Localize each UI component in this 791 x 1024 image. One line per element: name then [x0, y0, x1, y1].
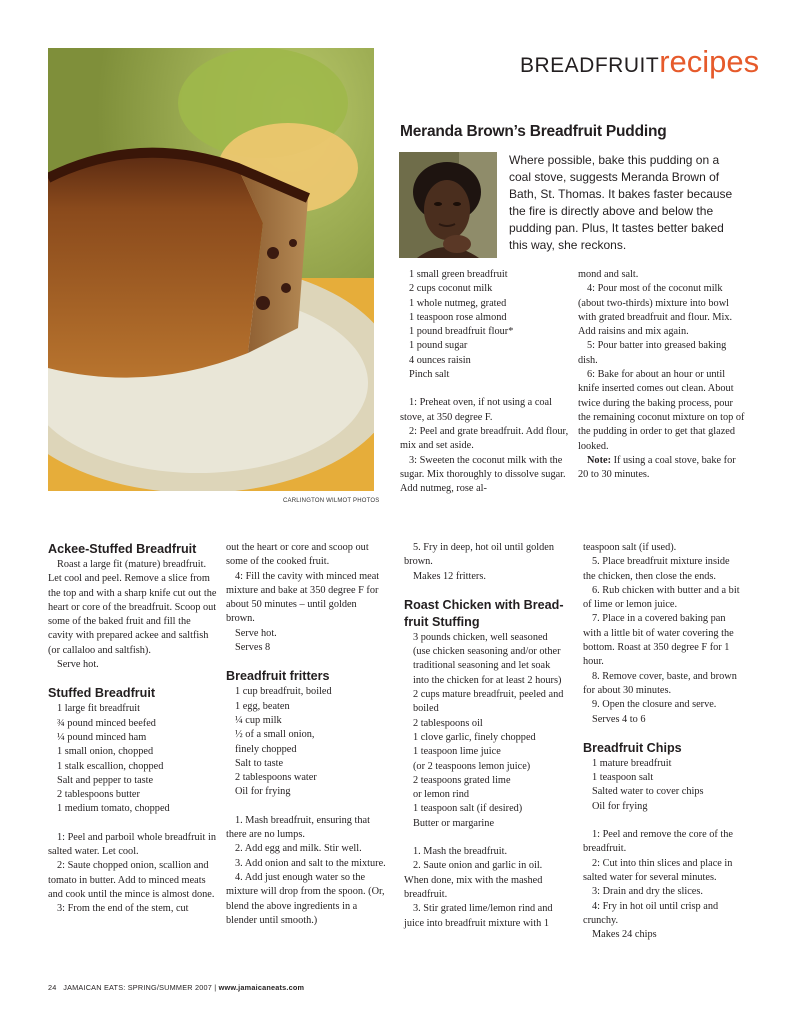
step-item: 7. Place in a covered baking pan with a little bit of water covering the bottom. Roast at 350 degree F for 1 hour. — [583, 613, 734, 668]
step-continuation: teaspoon salt (if used). — [583, 542, 677, 553]
photo-credit: CARLINGTON WILMOT PHOTOS — [283, 498, 380, 504]
step-item: 4. Add just enough water so the mixture will drop from the spoon. (Or, blend the above ingredients in a blender until smooth.) — [226, 871, 385, 926]
ingredient-item: 1 small onion, chopped — [57, 746, 154, 758]
featured-title: Meranda Brown’s Breadfruit Pudding — [400, 123, 667, 140]
ingredient-item: Oil for frying — [235, 786, 291, 798]
step-item: 1: Preheat oven, if not using a coal stove, at 350 degree F. — [400, 397, 552, 423]
ingredient-item: 1 teaspoon salt — [592, 772, 654, 784]
ingredient-item: Salt to taste — [235, 757, 284, 769]
featured-column-2 — [578, 268, 748, 482]
ingredient-item: 1 teaspoon lime juice — [413, 746, 501, 758]
ingredient-item: 1 large fit breadfruit — [57, 703, 141, 715]
step-continuation: mond and salt. — [578, 269, 639, 280]
ingredient-item: or lemon rind — [413, 789, 470, 801]
step-continuation: out the heart or core and scoop out some of the cooked fruit. — [226, 542, 369, 568]
step-item: 3. Add onion and salt to the mixture. — [235, 857, 386, 869]
ingredient-item: (or 2 teaspoons lemon juice) — [413, 760, 531, 772]
ingredient-item: Oil for frying — [592, 800, 648, 812]
step-item: 2: Saute chopped onion, scallion and tomato in butter. Add to minced meats and cook until the mince is almost done. — [48, 860, 215, 900]
makes-note: Makes 12 fritters. — [413, 570, 486, 582]
ingredient-item: 1 teaspoon rose almond — [409, 311, 507, 323]
bottom-column-3 — [404, 541, 566, 931]
ingredient-item: 2 teaspoons grated lime — [413, 774, 511, 786]
ingredient-item: 1 stalk escallion, chopped — [57, 760, 164, 772]
step-item: 3: Drain and dry the slices. — [592, 886, 703, 898]
pudding-photo — [48, 48, 374, 491]
step-item: 2: Cut into thin slices and place in salted water for several minutes. — [583, 857, 733, 883]
ingredient-item: 1 cup breadfruit, boiled — [235, 686, 332, 698]
ingredient-item: 1 clove garlic, finely chopped — [413, 731, 536, 743]
recipe-title-fritters: Breadfruit fritters — [226, 669, 330, 684]
step-item: 5. Fry in deep, hot oil until golden brown. — [404, 542, 554, 568]
ingredient-item: 2 cups coconut milk — [409, 283, 493, 295]
step-item: 5: Pour batter into greased baking dish. — [578, 340, 727, 366]
step-item: 6. Rub chicken with butter and a bit of lime or lemon juice. — [583, 584, 740, 611]
ingredient-item: 2 tablespoons oil — [413, 717, 483, 729]
step-item: 1: Peel and remove the core of the breadfruit. — [583, 829, 733, 855]
recipe-title-ackee: Ackee-Stuffed Breadfruit — [48, 542, 197, 556]
ingredient-item: ¾ pound minced beefed — [57, 717, 156, 729]
website-link[interactable]: www.jamaicaneats.com — [218, 983, 305, 992]
ingredient-item: 1 teaspoon salt (if desired) — [413, 803, 523, 815]
page-number: 24 — [48, 983, 57, 992]
step-item: 2. Saute onion and garlic in oil. When done, mix with the mashed breadfruit. — [404, 860, 543, 900]
pudding-illustration — [48, 48, 374, 491]
cook-portrait — [399, 152, 497, 258]
publication-name: JAMAICAN EATS: SPRING/SUMMER 2007 — [63, 983, 213, 992]
featured-column-1 — [400, 268, 572, 496]
brand-suffix: recipes — [659, 44, 760, 79]
note-label: Note: — [587, 454, 612, 466]
step-item: 8. Remove cover, baste, and brown for about 30 minutes. — [583, 670, 737, 696]
recipe-note — [578, 454, 748, 483]
step-item: 1. Mash breadfruit, ensuring that there are no lumps. — [226, 814, 370, 841]
ingredient-item: 1 mature breadfruit — [592, 757, 672, 769]
recipe-title-chicken: Roast Chicken with Breadfruit Stuffing — [404, 597, 564, 629]
ingredient-item: 1 pound sugar — [409, 340, 468, 352]
ingredient-item: Pinch salt — [409, 369, 450, 381]
ingredient-item: 1 pound breadfruit flour* — [409, 326, 514, 338]
ingredient-item: Butter or margarine — [413, 817, 495, 829]
bottom-column-4 — [583, 541, 743, 942]
section-brand — [520, 44, 759, 80]
serves-note: Serves 8 — [235, 642, 271, 654]
bottom-column-1 — [48, 541, 218, 917]
ackee-body: Roast a large fit (mature) breadfruit. Let cool and peel. Remove a slice from the top and with a sharp knife cut out the heart or core of the breadfruit. Scoop out some of the baked fruit and fill the cavity with prepared ackee and saltfish (or callaloo and saltfish). — [48, 559, 217, 656]
step-item: 3. Stir grated lime/lemon rind and juice into breadfruit mixture with 1 — [404, 903, 553, 929]
step-item: 6: Bake for about an hour or until knife inserted comes out clean. About twice during the baking process, pour the remaining coconut mixture on top of the pudding in order to get that glazed looked. — [578, 369, 745, 452]
ingredient-item: 2 tablespoons butter — [57, 789, 140, 801]
makes-note: Makes 24 chips — [592, 929, 657, 941]
step-item: 1: Peel and parboil whole breadfruit in salted water. Let cool. — [48, 831, 216, 858]
ingredient-item: 1 medium tomato, chopped — [57, 803, 170, 815]
ingredient-item: 2 tablespoons water — [235, 772, 317, 784]
serves-note: Serves 4 to 6 — [592, 713, 646, 725]
step-item: 3: Sweeten the coconut milk with the sugar. Mix thoroughly to dissolve sugar. Add nutmeg, rose al- — [400, 454, 566, 495]
ingredient-item: 3 pounds chicken, well seasoned (use chicken seasoning and/or other traditional seasoning and let soak into the chicken for at least 2 hours) — [413, 631, 562, 686]
ingredient-item: 1 whole nutmeg, grated — [409, 297, 507, 309]
featured-intro: Where possible, bake this pudding on a coal stove, suggests Meranda Brown of Bath, St. Thomas. It bakes faster because the fire is directly above and below the pudding pan. Plus, It tastes better baked this way, she reckons. — [509, 153, 733, 252]
serve-note: Serve hot. — [235, 627, 277, 639]
step-item: 3: From the end of the stem, cut — [57, 903, 189, 915]
ingredient-item: Salted water to cover chips — [592, 786, 704, 798]
ingredient-item: 2 cups mature breadfruit, peeled and boiled — [413, 689, 564, 715]
portrait-illustration — [399, 152, 497, 258]
recipe-title-chips: Breadfruit Chips — [583, 740, 682, 755]
step-item: 9. Open the closure and serve. — [592, 699, 717, 711]
step-item: 4: Fry in hot oil until crisp and crunchy. — [583, 900, 719, 926]
ingredient-item: ¼ pound minced ham — [57, 731, 147, 743]
recipe-title-stuffed: Stuffed Breadfruit — [48, 686, 156, 701]
step-item: 2: Peel and grate breadfruit. Add flour, mix and set aside. — [400, 425, 569, 452]
note-text: If using a coal stove, bake for 20 to 30 minutes. — [578, 454, 736, 481]
ingredient-item: 1 egg, beaten — [235, 700, 290, 712]
ingredient-item: 1 small green breadfruit — [409, 269, 508, 280]
bottom-column-2 — [226, 541, 386, 928]
ingredient-item: Salt and pepper to taste — [57, 774, 154, 786]
ingredient-item: finely chopped — [235, 743, 297, 755]
brand-prefix: BREADFRUIT — [520, 54, 660, 77]
page-footer — [48, 983, 304, 992]
ingredient-item: ½ of a small onion, — [235, 729, 315, 741]
step-item: 4: Pour most of the coconut milk (about two-thirds) mixture into bowl with grated breadfruit and flour. Mix. Add raisins and mix again. — [578, 283, 733, 338]
ingredient-item: ¼ cup milk — [235, 714, 282, 726]
ackee-serve: Serve hot. — [57, 659, 99, 671]
step-item: 2. Add egg and milk. Stir well. — [235, 843, 362, 855]
footer-separator: | — [214, 983, 217, 992]
step-item: 5. Place breadfruit mixture inside the chicken, then close the ends. — [583, 556, 730, 582]
step-item: 1. Mash the breadfruit. — [413, 846, 508, 858]
step-item: 4: Fill the cavity with minced meat mixture and bake at 350 degree F for about 50 minutes – until golden brown. — [226, 570, 380, 625]
ingredient-item: 4 ounces raisin — [409, 354, 471, 366]
